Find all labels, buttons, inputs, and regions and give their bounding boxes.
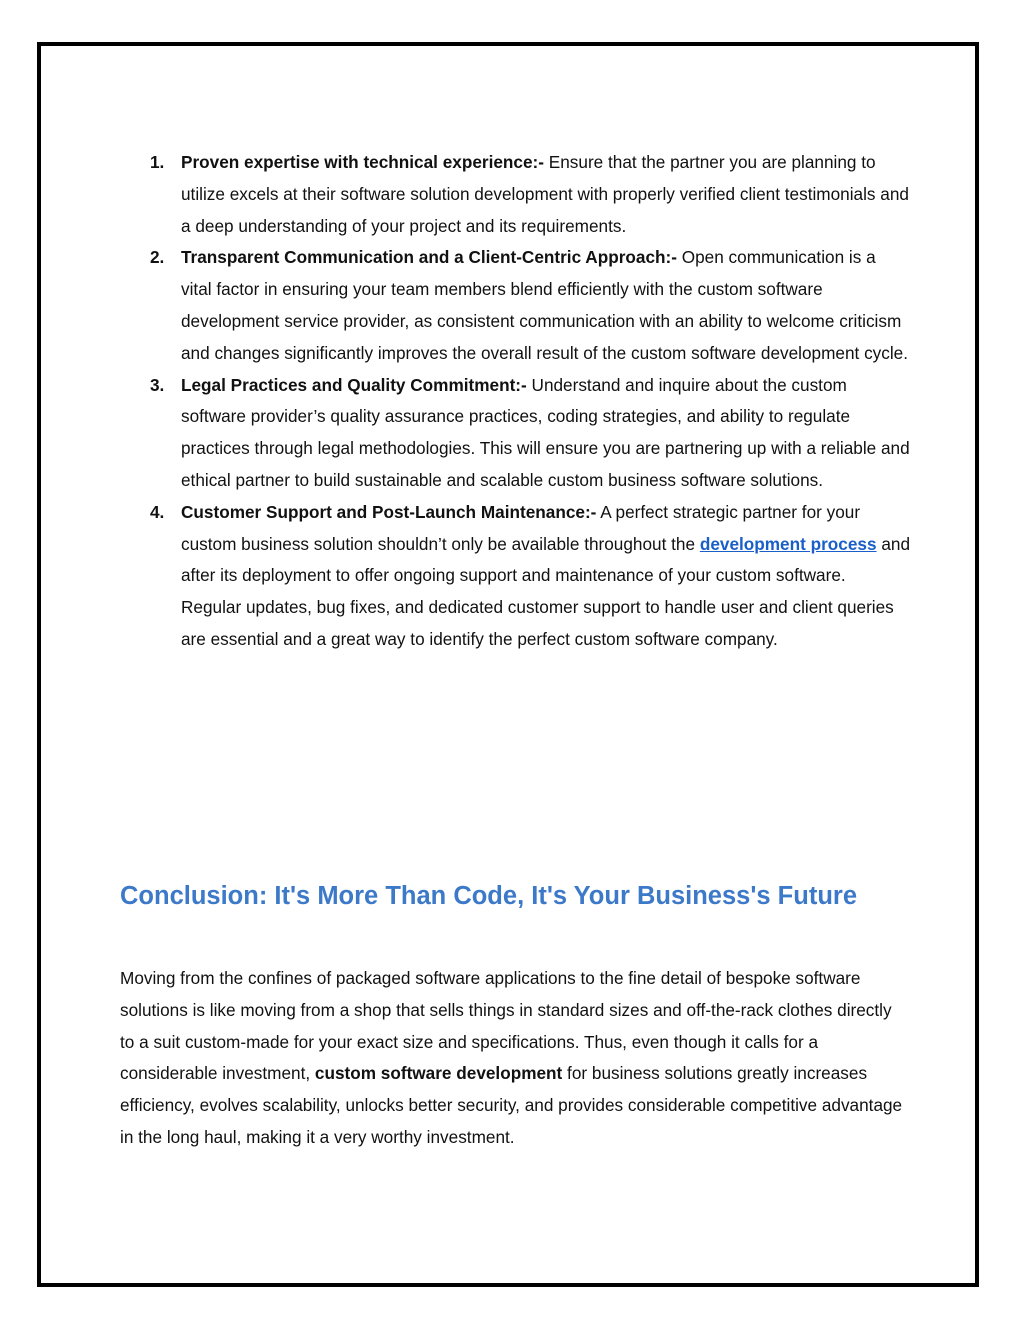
conclusion-text-before: Moving from the confines of packaged software applications to the fine detail of bespoke software solutions is like moving from a shop that sells things in standard sizes and off-the-rack clothes directly to a suit custom-made for your exact size and specifications. Thus, even though it calls for a considerable investment, <box>120 968 892 1084</box>
conclusion-bold-phrase: custom software development <box>314 1063 563 1084</box>
conclusion-paragraph <box>120 963 910 1154</box>
list-item <box>140 147 910 242</box>
list-item <box>140 497 910 656</box>
list-item-text: Ensure that the partner you are planning to utilize excels at their software solution development with properly verified client testimonials and a deep understanding of your project and its requirements. <box>181 152 909 236</box>
conclusion-heading: Conclusion: It's More Than Code, It's Your Business's Future <box>120 882 857 910</box>
list-item-text-after-link: and after its deployment to offer ongoing support and maintenance of your custom software. Regular updates, bug fixes, and dedicated customer support to handle user and client queries are essential and a great way to identify the perfect custom software company. <box>181 533 910 649</box>
list-item-title: Customer Support and Post-Launch Maintenance:- <box>181 501 597 522</box>
list-item-text: Understand and inquire about the custom software provider’s quality assurance practices, coding strategies, and ability to regulate practices through legal methodologies. This will ensure you are partnering up with a reliable and ethical partner to build sustainable and scalable custom business software solutions. <box>181 374 910 490</box>
list-item-number: 3. <box>150 374 165 395</box>
list-item-text: Open communication is a vital factor in ensuring your team members blend efficiently with the custom software development service provider, as consistent communication with an ability to welcome criticism and changes significantly improves the overall result of the custom software development cycle. <box>181 247 909 363</box>
partner-criteria-list <box>140 147 910 656</box>
list-item-number: 1. <box>150 152 165 172</box>
list-item <box>140 370 910 497</box>
list-item-number: 4. <box>150 501 165 522</box>
development-process-link[interactable]: development process <box>699 533 877 554</box>
list-item-text-before-link: A perfect strategic partner for your custom business solution shouldn’t only be available throughout the <box>181 501 861 554</box>
list-item-title: Legal Practices and Quality Commitment:- <box>181 374 527 395</box>
conclusion-text-after: for business solutions greatly increases efficiency, evolves scalability, unlocks better security, and provides considerable competitive advantage in the long haul, making it a very worthy investment. <box>120 1063 903 1147</box>
list-item-number: 2. <box>150 247 165 268</box>
list-item <box>140 242 910 369</box>
list-item-title: Transparent Communication and a Client-Centric Approach:- <box>181 247 677 268</box>
list-item-title: Proven expertise with technical experience:- <box>181 152 544 172</box>
